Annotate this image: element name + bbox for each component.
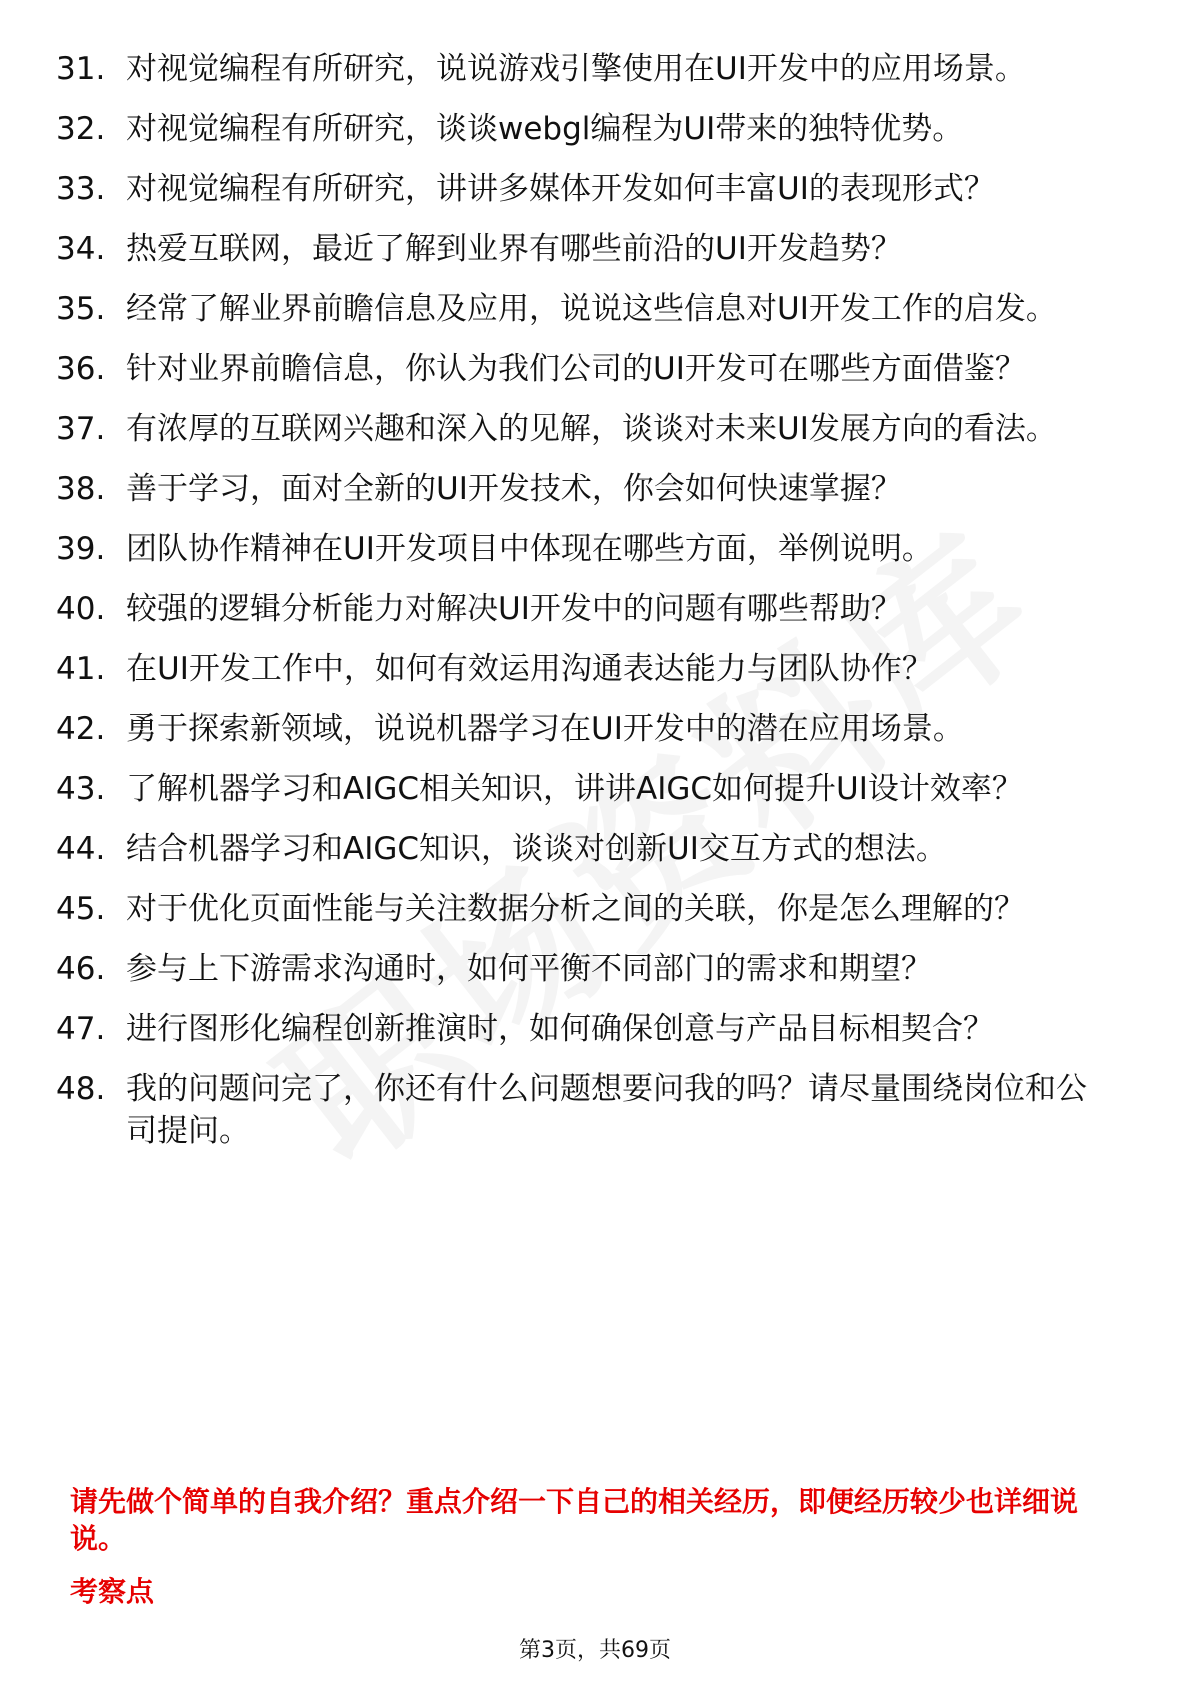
question-text: 参与上下游需求沟通时，如何平衡不同部门的需求和期望？ [126,951,932,987]
question-text: 了解机器学习和AIGC相关知识，讲讲AIGC如何提升UI设计效率？ [126,771,1023,807]
question-item [56,528,1116,570]
question-text: 热爱互联网，最近了解到业界有哪些前沿的UI开发趋势？ [126,231,902,267]
question-text: 结合机器学习和AIGC知识，谈谈对创新UI交互方式的想法。 [126,831,947,867]
question-item [56,888,1116,930]
question-number: 40. [56,591,106,627]
question-text: 我的问题问完了，你还有什么问题想要问我的吗？请尽量围绕岗位和公司提问。 [126,1071,1087,1149]
question-text: 对视觉编程有所研究，说说游戏引擎使用在UI开发中的应用场景。 [126,51,1026,87]
question-number: 36. [56,351,106,387]
question-item [56,588,1116,630]
question-text: 有浓厚的互联网兴趣和深入的见解，谈谈对未来UI发展方向的看法。 [126,411,1057,447]
question-item [56,468,1116,510]
question-text: 团队协作精神在UI开发项目中体现在哪些方面，举例说明。 [126,531,933,567]
question-list [56,48,1116,1170]
question-number: 41. [56,651,106,687]
question-number: 38. [56,471,106,507]
question-text: 进行图形化编程创新推演时，如何确保创意与产品目标相契合？ [126,1011,994,1047]
question-item [56,1068,1116,1152]
question-item [56,48,1116,90]
question-item [56,648,1116,690]
question-item [56,948,1116,990]
question-number: 34. [56,231,106,267]
question-number: 32. [56,111,106,147]
question-text: 对视觉编程有所研究，讲讲多媒体开发如何丰富UI的表现形式？ [126,171,995,207]
question-number: 37. [56,411,106,447]
question-text: 善于学习，面对全新的UI开发技术，你会如何快速掌握？ [126,471,902,507]
question-item [56,1008,1116,1050]
question-text: 勇于探索新领域，说说机器学习在UI开发中的潜在应用场景。 [126,711,964,747]
question-number: 45. [56,891,106,927]
question-number: 47. [56,1011,106,1047]
question-item [56,408,1116,450]
question-number: 48. [56,1071,106,1107]
question-text: 在UI开发工作中，如何有效运用沟通表达能力与团队协作？ [126,651,933,687]
question-text: 较强的逻辑分析能力对解决UI开发中的问题有哪些帮助？ [126,591,902,627]
question-item [56,348,1116,390]
question-number: 46. [56,951,106,987]
question-item [56,108,1116,150]
assessment-points-heading: 考察点 [70,1575,155,1608]
question-item [56,708,1116,750]
question-text: 对视觉编程有所研究，谈谈webgl编程为UI带来的独特优势。 [126,111,964,147]
question-number: 42. [56,711,106,747]
question-number: 35. [56,291,106,327]
question-text: 对于优化页面性能与关注数据分析之间的关联，你是怎么理解的？ [126,891,1025,927]
question-text: 经常了解业界前瞻信息及应用，说说这些信息对UI开发工作的启发。 [126,291,1057,327]
question-item [56,228,1116,270]
question-number: 31. [56,51,106,87]
question-number: 39. [56,531,106,567]
question-number: 44. [56,831,106,867]
self-introduction-prompt: 请先做个简单的自我介绍？重点介绍一下自己的相关经历，即便经历较少也详细说说。 [70,1485,1079,1555]
question-number: 43. [56,771,106,807]
question-item [56,768,1116,810]
question-number: 33. [56,171,106,207]
question-text: 针对业界前瞻信息，你认为我们公司的UI开发可在哪些方面借鉴？ [126,351,1026,387]
question-item [56,168,1116,210]
page-number-footer: 第3页，共69页 [519,1638,671,1663]
question-item [56,288,1116,330]
question-item [56,828,1116,870]
